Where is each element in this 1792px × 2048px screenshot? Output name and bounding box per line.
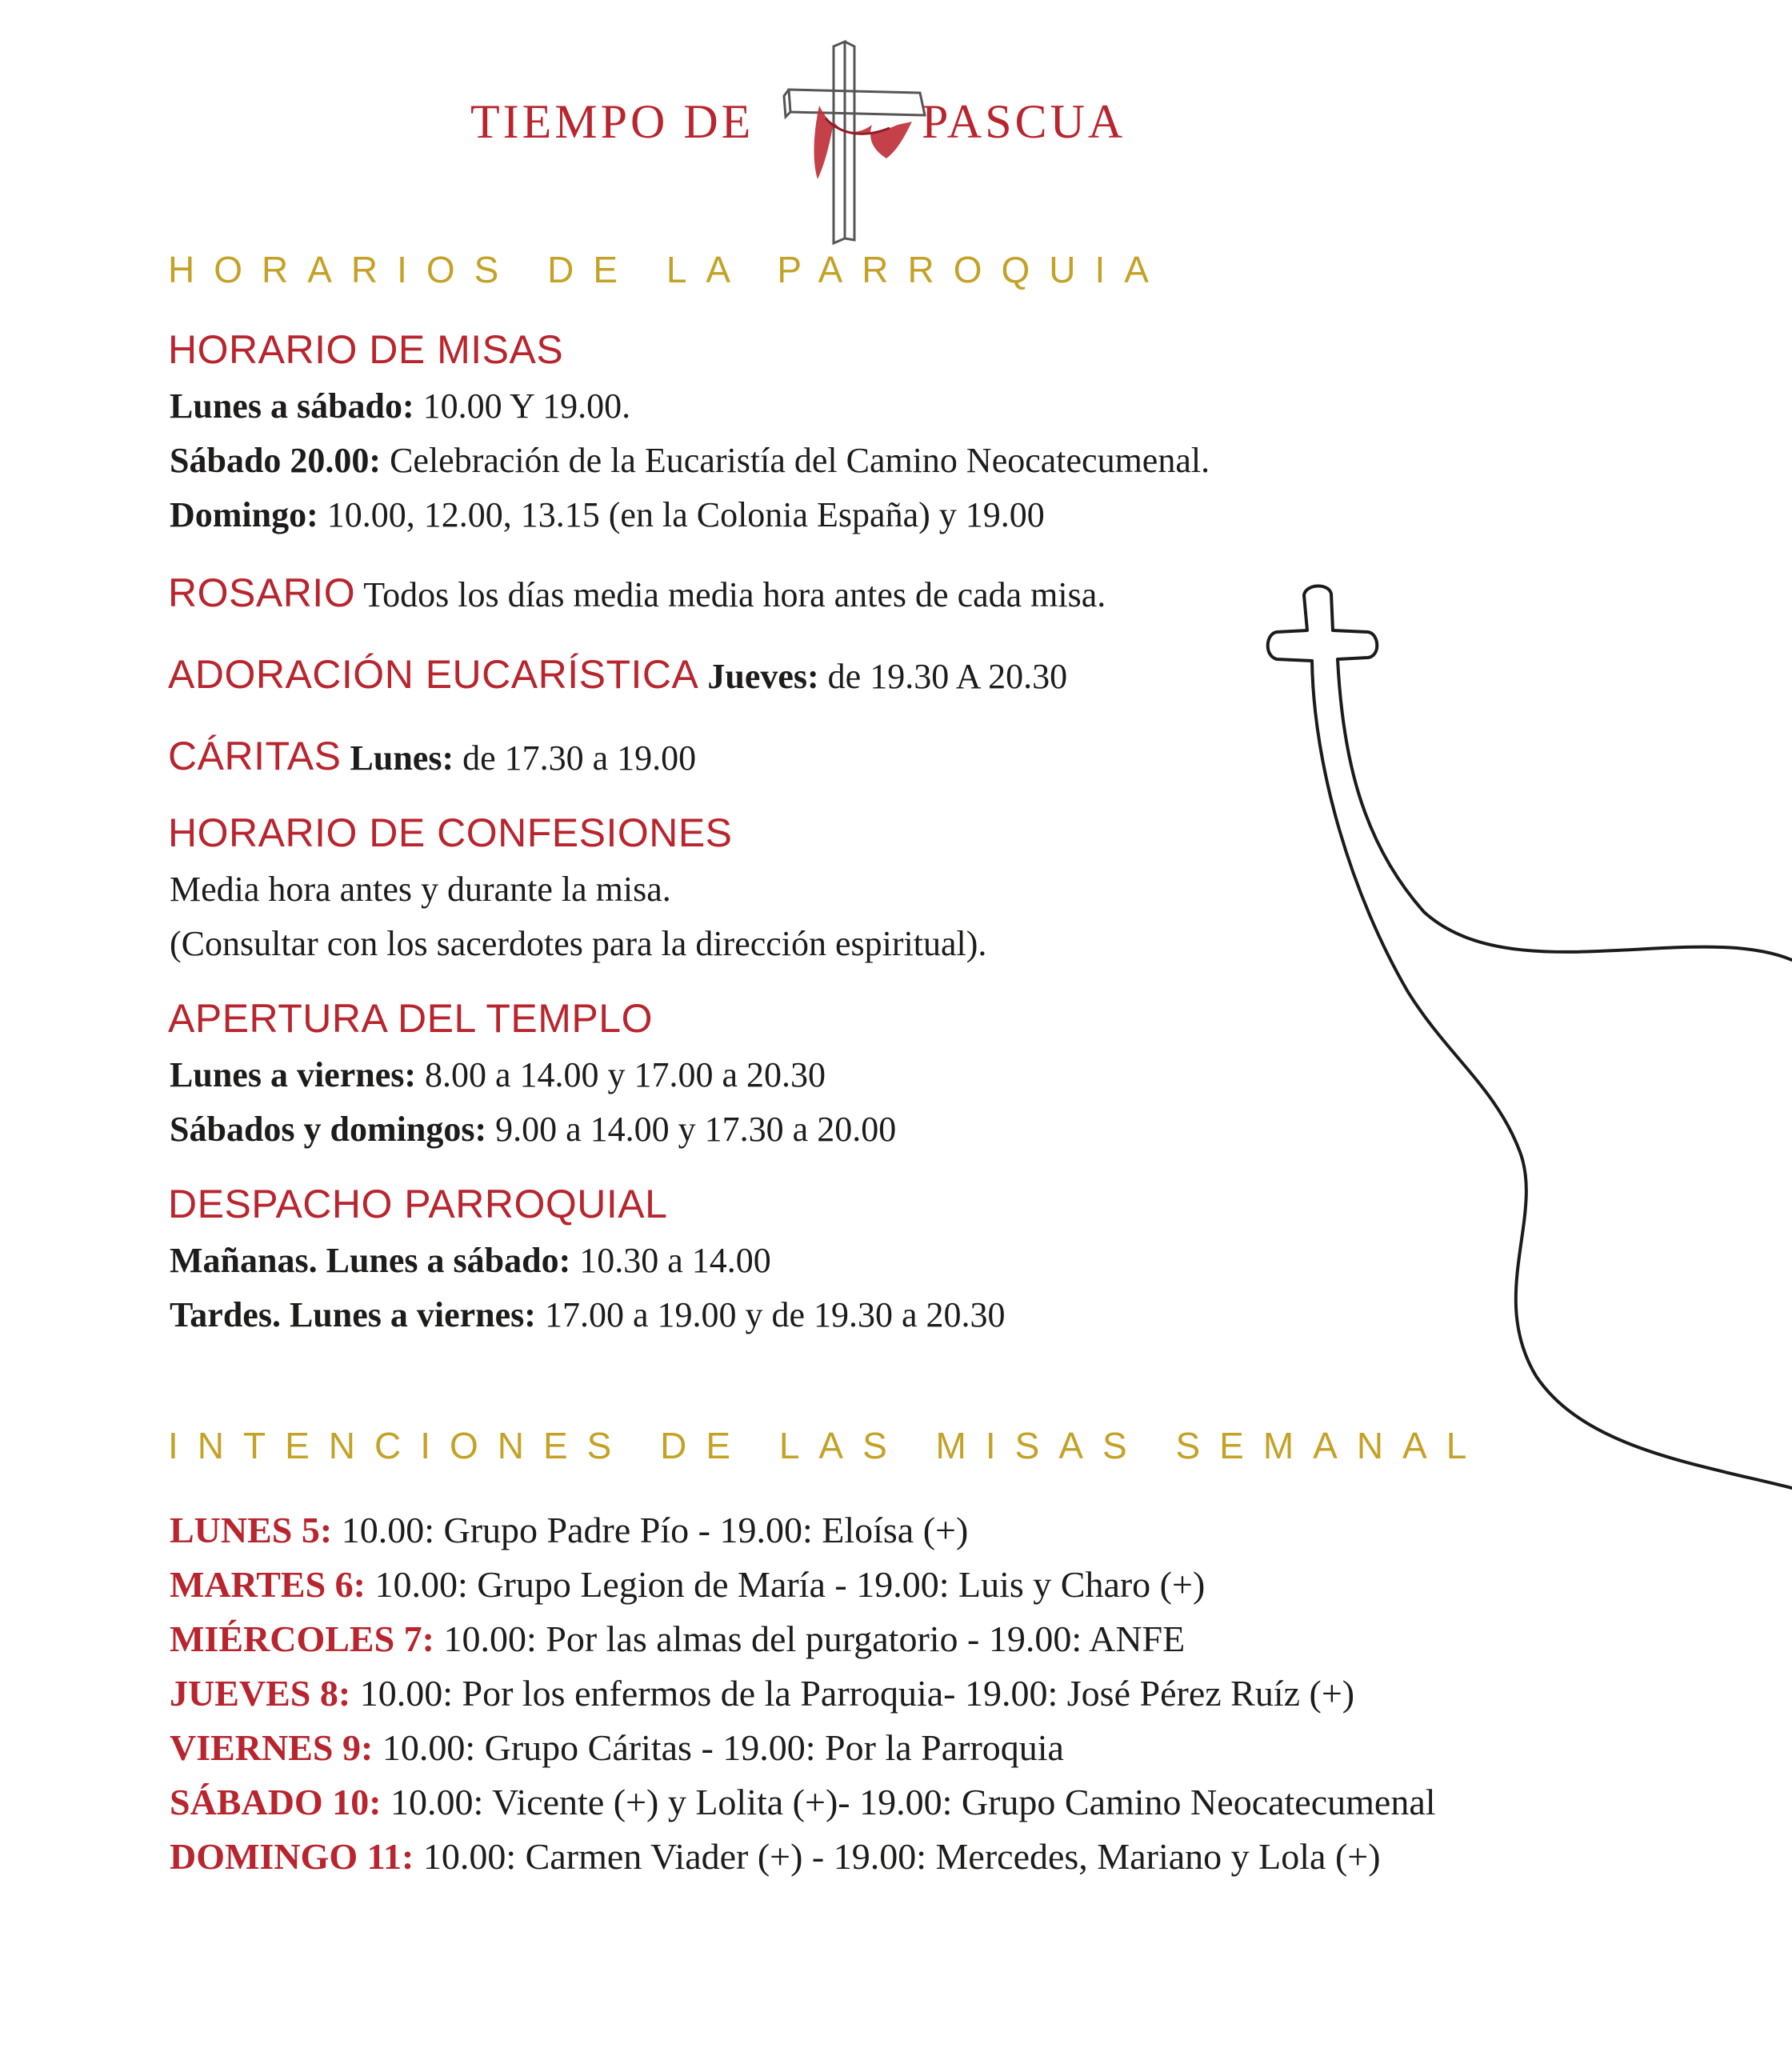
title-right: PASCUA — [922, 95, 1126, 148]
intencion-row: MIÉRCOLES 7: 10.00: Por las almas del purgatorio - 19.00: ANFE — [170, 1618, 1186, 1659]
caritas-text: de 17.30 a 19.00 — [454, 738, 697, 778]
intencion-row: VIERNES 9: 10.00: Grupo Cáritas - 19.00: Por la Parroquia — [170, 1727, 1064, 1768]
rosario-text: Todos los días media media hora antes de cada misa. — [355, 575, 1106, 614]
rosario-row — [168, 570, 1106, 616]
apertura-line-2: Sábados y domingos: 9.00 a 14.00 y 17.30 a 20.00 — [170, 1110, 897, 1149]
title-left: TIEMPO DE — [470, 95, 754, 148]
heading-apertura: APERTURA DEL TEMPLO — [168, 996, 653, 1041]
heading-confesiones: HORARIO DE CONFESIONES — [168, 810, 733, 855]
despacho-line-1: Mañanas. Lunes a sábado: 10.30 a 14.00 — [170, 1241, 771, 1280]
decorative-cross-line-icon — [1248, 576, 1792, 1520]
heading-horario-misas: HORARIO DE MISAS — [168, 327, 564, 372]
despacho-line-2: Tardes. Lunes a viernes: 17.00 a 19.00 y de 19.30 a 20.30 — [170, 1295, 1006, 1334]
caritas-row — [168, 733, 696, 779]
adoracion-label: Jueves: — [698, 657, 819, 696]
misas-line-1: Lunes a sábado: 10.00 Y 19.00. — [170, 386, 631, 426]
section-title-intenciones: INTENCIONES DE LAS MISAS SEMANAL — [168, 1425, 1486, 1466]
misas-line-2: Sábado 20.00: Celebración de la Eucaristía del Camino Neocatecumenal. — [170, 441, 1210, 480]
misas-line-3: Domingo: 10.00, 12.00, 13.15 (en la Colonia España) y 19.00 — [170, 495, 1045, 534]
intencion-row: SÁBADO 10: 10.00: Vicente (+) y Lolita (+)- 19.00: Grupo Camino Neocatecumenal — [170, 1782, 1436, 1822]
intencion-row: LUNES 5: 10.00: Grupo Padre Pío - 19.00: Eloísa (+) — [170, 1510, 969, 1550]
section-title-horarios: HORARIOS DE LA PARROQUIA — [168, 249, 1168, 290]
intencion-row: JUEVES 8: 10.00: Por los enfermos de la Parroquia- 19.00: José Pérez Ruíz (+) — [170, 1673, 1355, 1714]
heading-rosario: ROSARIO — [168, 570, 356, 615]
heading-caritas: CÁRITAS — [168, 734, 342, 778]
apertura-line-1: Lunes a viernes: 8.00 a 14.00 y 17.00 a 20.30 — [170, 1055, 826, 1094]
confesiones-line-1: Media hora antes y durante la misa. — [170, 870, 671, 909]
intencion-row: DOMINGO 11: 10.00: Carmen Viader (+) - 19.00: Mercedes, Mariano y Lola (+) — [170, 1836, 1381, 1877]
cross-with-cloth-icon — [778, 38, 938, 246]
heading-adoracion: ADORACIÓN EUCARÍSTICA — [168, 652, 699, 697]
heading-despacho: DESPACHO PARROQUIAL — [168, 1182, 668, 1226]
caritas-label: Lunes: — [341, 738, 454, 778]
confesiones-line-2: (Consultar con los sacerdotes para la dirección espiritual). — [170, 924, 987, 963]
adoracion-row — [168, 651, 1067, 698]
adoracion-text: de 19.30 A 20.30 — [818, 657, 1068, 696]
intencion-row: MARTES 6: 10.00: Grupo Legion de María - 19.00: Luis y Charo (+) — [170, 1564, 1206, 1605]
